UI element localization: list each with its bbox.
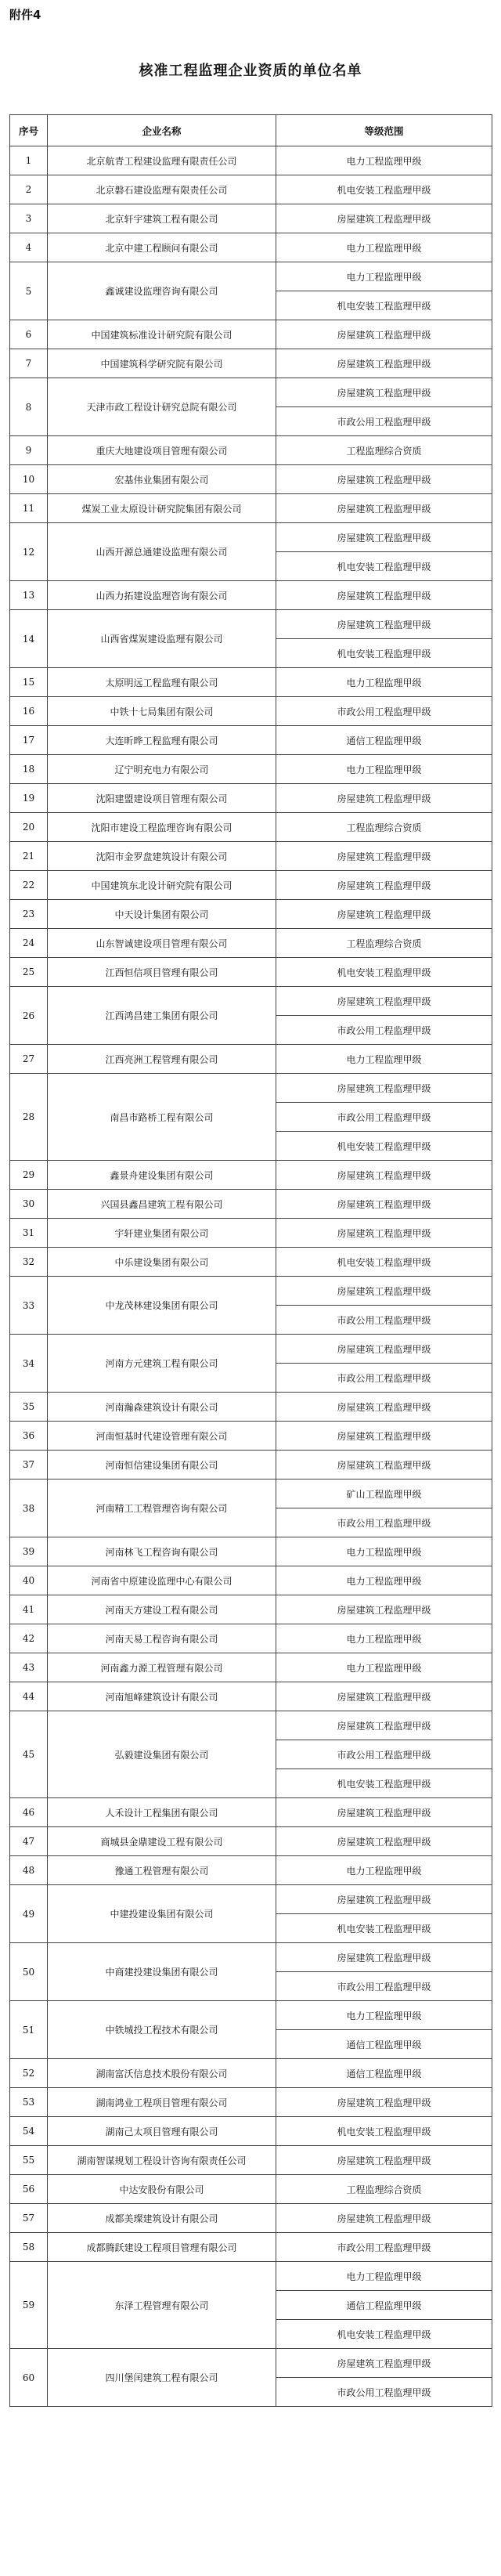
table-row — [10, 813, 492, 842]
column-header-qualification: 等级范围 — [276, 115, 492, 146]
serial-number-cell: 45 — [10, 1711, 48, 1798]
qualification-cell: 机电安装工程监理甲级 — [276, 291, 492, 320]
company-name-cell: 宏基伟业集团有限公司 — [48, 465, 276, 494]
serial-number-cell: 35 — [10, 1393, 48, 1422]
table-row — [10, 784, 492, 813]
company-name-cell: 河南林飞工程咨询有限公司 — [48, 1537, 276, 1566]
company-name-cell: 山东智诚建设项目管理有限公司 — [48, 929, 276, 958]
table-row — [10, 233, 492, 262]
table-row — [10, 958, 492, 987]
qualification-cell: 房屋建筑工程监理甲级 — [276, 1422, 492, 1451]
serial-number-cell: 32 — [10, 1248, 48, 1277]
serial-number-cell: 58 — [10, 2233, 48, 2262]
table-row — [10, 2262, 492, 2291]
table-row — [10, 1885, 492, 1914]
qualification-cell: 房屋建筑工程监理甲级 — [276, 494, 492, 523]
qualification-cell: 机电安装工程监理甲级 — [276, 1132, 492, 1161]
company-name-cell: 中商建投建设集团有限公司 — [48, 1943, 276, 2001]
qualification-cell: 工程监理综合资质 — [276, 2175, 492, 2204]
table-row — [10, 349, 492, 378]
table-row — [10, 146, 492, 175]
table-row — [10, 1074, 492, 1103]
table-row — [10, 610, 492, 639]
company-name-cell: 北京磐石建设监理有限责任公司 — [48, 175, 276, 204]
qualification-cell: 机电安装工程监理甲级 — [276, 2117, 492, 2146]
serial-number-cell: 8 — [10, 378, 48, 436]
qualification-cell: 房屋建筑工程监理甲级 — [276, 842, 492, 871]
table-row — [10, 1248, 492, 1277]
company-name-cell: 江西恒信项目管理有限公司 — [48, 958, 276, 987]
table-row — [10, 1451, 492, 1479]
serial-number-cell: 27 — [10, 1045, 48, 1074]
company-name-cell: 北京航青工程建设监理有限责任公司 — [48, 146, 276, 175]
company-name-cell: 煤炭工业太原设计研究院集团有限公司 — [48, 494, 276, 523]
table-row — [10, 175, 492, 204]
table-row — [10, 697, 492, 726]
qualification-cell: 机电安装工程监理甲级 — [276, 175, 492, 204]
company-name-cell: 中铁十七局集团有限公司 — [48, 697, 276, 726]
serial-number-cell: 12 — [10, 523, 48, 581]
serial-number-cell: 33 — [10, 1277, 48, 1335]
serial-number-cell: 44 — [10, 1682, 48, 1711]
table-row — [10, 523, 492, 552]
serial-number-cell: 34 — [10, 1335, 48, 1393]
serial-number-cell: 13 — [10, 581, 48, 610]
table-row — [10, 1711, 492, 1740]
company-name-cell: 鑫景舟建设集团有限公司 — [48, 1161, 276, 1190]
table-row — [10, 1566, 492, 1595]
serial-number-cell: 30 — [10, 1190, 48, 1219]
company-name-cell: 河南天方建设工程有限公司 — [48, 1595, 276, 1624]
qualification-cell: 市政公用工程监理甲级 — [276, 407, 492, 436]
company-name-cell: 中乐建设集团有限公司 — [48, 1248, 276, 1277]
company-name-cell: 重庆大地建设项目管理有限公司 — [48, 436, 276, 465]
company-name-cell: 四川堡闰建筑工程有限公司 — [48, 2349, 276, 2407]
table-row — [10, 871, 492, 900]
qualification-cell: 房屋建筑工程监理甲级 — [276, 349, 492, 378]
qualification-cell: 矿山工程监理甲级 — [276, 1479, 492, 1508]
qualification-cell: 电力工程监理甲级 — [276, 146, 492, 175]
qualification-cell: 房屋建筑工程监理甲级 — [276, 320, 492, 349]
company-name-cell: 南昌市路桥工程有限公司 — [48, 1074, 276, 1161]
qualification-cell: 机电安装工程监理甲级 — [276, 1769, 492, 1798]
company-name-cell: 河南方元建筑工程有限公司 — [48, 1335, 276, 1393]
serial-number-cell: 42 — [10, 1624, 48, 1653]
qualification-cell: 市政公用工程监理甲级 — [276, 1740, 492, 1769]
table-row — [10, 1219, 492, 1248]
company-name-cell: 人禾设计工程集团有限公司 — [48, 1798, 276, 1827]
company-name-cell: 辽宁明充电力有限公司 — [48, 755, 276, 784]
qualification-cell: 房屋建筑工程监理甲级 — [276, 1798, 492, 1827]
company-name-cell: 北京轩宇建筑工程有限公司 — [48, 204, 276, 233]
table-row — [10, 378, 492, 407]
serial-number-cell: 24 — [10, 929, 48, 958]
company-name-cell: 兴国县鑫昌建筑工程有限公司 — [48, 1190, 276, 1219]
company-name-cell: 北京中建工程顾问有限公司 — [48, 233, 276, 262]
table-row — [10, 1943, 492, 1972]
qualification-cell: 房屋建筑工程监理甲级 — [276, 465, 492, 494]
qualification-cell: 电力工程监理甲级 — [276, 668, 492, 697]
company-name-cell: 弘毅建设集团有限公司 — [48, 1711, 276, 1798]
serial-number-cell: 14 — [10, 610, 48, 668]
qualification-cell: 电力工程监理甲级 — [276, 1856, 492, 1885]
serial-number-cell: 48 — [10, 1856, 48, 1885]
table-row — [10, 1595, 492, 1624]
qualification-cell: 市政公用工程监理甲级 — [276, 2378, 492, 2407]
company-name-cell: 中达安股份有限公司 — [48, 2175, 276, 2204]
qualification-cell: 电力工程监理甲级 — [276, 1653, 492, 1682]
qualification-cell: 市政公用工程监理甲级 — [276, 1364, 492, 1393]
qualification-cell: 工程监理综合资质 — [276, 929, 492, 958]
serial-number-cell: 40 — [10, 1566, 48, 1595]
serial-number-cell: 21 — [10, 842, 48, 871]
table-row — [10, 1045, 492, 1074]
qualification-cell: 电力工程监理甲级 — [276, 1566, 492, 1595]
qualification-cell: 机电安装工程监理甲级 — [276, 639, 492, 668]
company-name-cell: 河南恒基时代建设管理有限公司 — [48, 1422, 276, 1451]
qualification-cell: 房屋建筑工程监理甲级 — [276, 1393, 492, 1422]
serial-number-cell: 23 — [10, 900, 48, 929]
table-row — [10, 929, 492, 958]
document-title: 核准工程监理企业资质的单位名单 — [139, 63, 362, 79]
company-name-cell: 东泽工程管理有限公司 — [48, 2262, 276, 2349]
serial-number-cell: 19 — [10, 784, 48, 813]
serial-number-cell: 1 — [10, 146, 48, 175]
serial-number-cell: 5 — [10, 262, 48, 320]
qualification-cell: 通信工程监理甲级 — [276, 2059, 492, 2088]
qualification-cell: 市政公用工程监理甲级 — [276, 1972, 492, 2001]
qualification-cell: 房屋建筑工程监理甲级 — [276, 1595, 492, 1624]
company-name-cell: 河南旭峰建筑设计有限公司 — [48, 1682, 276, 1711]
serial-number-cell: 2 — [10, 175, 48, 204]
company-name-cell: 成都腾跃建设工程项目管理有限公司 — [48, 2233, 276, 2262]
table-row — [10, 1161, 492, 1190]
qualification-cell: 市政公用工程监理甲级 — [276, 1016, 492, 1045]
qualification-cell: 房屋建筑工程监理甲级 — [276, 2349, 492, 2378]
company-name-cell: 太原明远工程监理有限公司 — [48, 668, 276, 697]
qualification-cell: 市政公用工程监理甲级 — [276, 1508, 492, 1537]
table-row — [10, 1537, 492, 1566]
qualification-cell: 电力工程监理甲级 — [276, 2262, 492, 2291]
company-name-cell: 商城县金鼎建设工程有限公司 — [48, 1827, 276, 1856]
qualification-cell: 机电安装工程监理甲级 — [276, 552, 492, 581]
qualification-cell: 房屋建筑工程监理甲级 — [276, 900, 492, 929]
company-name-cell: 河南天易工程咨询有限公司 — [48, 1624, 276, 1653]
company-name-cell: 山西省煤炭建设监理有限公司 — [48, 610, 276, 668]
column-header-serial: 序号 — [10, 115, 48, 146]
serial-number-cell: 41 — [10, 1595, 48, 1624]
attachment-label: 附件4 — [9, 8, 41, 22]
serial-number-cell: 50 — [10, 1943, 48, 2001]
table-row — [10, 494, 492, 523]
serial-number-cell: 29 — [10, 1161, 48, 1190]
qualification-cell: 工程监理综合资质 — [276, 436, 492, 465]
qualification-cell: 通信工程监理甲级 — [276, 2291, 492, 2320]
qualification-cell: 房屋建筑工程监理甲级 — [276, 2146, 492, 2175]
qualification-cell: 机电安装工程监理甲级 — [276, 1248, 492, 1277]
table-row — [10, 1422, 492, 1451]
table-row — [10, 1653, 492, 1682]
company-name-cell: 沈阳建盟建设项目管理有限公司 — [48, 784, 276, 813]
table-row — [10, 2059, 492, 2088]
table-row — [10, 262, 492, 291]
qualification-cell: 房屋建筑工程监理甲级 — [276, 987, 492, 1016]
company-name-cell: 河南省中原建设监理中心有限公司 — [48, 1566, 276, 1595]
table-row — [10, 1190, 492, 1219]
company-name-cell: 江西鸿昌建工集团有限公司 — [48, 987, 276, 1045]
table-row — [10, 2204, 492, 2233]
qualification-cell: 电力工程监理甲级 — [276, 233, 492, 262]
serial-number-cell: 16 — [10, 697, 48, 726]
qualification-cell: 市政公用工程监理甲级 — [276, 697, 492, 726]
qualification-cell: 机电安装工程监理甲级 — [276, 1914, 492, 1943]
qualification-cell: 通信工程监理甲级 — [276, 726, 492, 755]
company-name-cell: 中龙茂林建设集团有限公司 — [48, 1277, 276, 1335]
qualification-cell: 房屋建筑工程监理甲级 — [276, 1219, 492, 1248]
table-row — [10, 842, 492, 871]
table-row — [10, 2088, 492, 2117]
company-name-cell: 宇轩建业集团有限公司 — [48, 1219, 276, 1248]
table-row — [10, 204, 492, 233]
table-row — [10, 668, 492, 697]
approved-companies-table — [9, 114, 492, 2407]
company-name-cell: 山西力拓建设监理咨询有限公司 — [48, 581, 276, 610]
serial-number-cell: 59 — [10, 2262, 48, 2349]
serial-number-cell: 56 — [10, 2175, 48, 2204]
company-name-cell: 中天设计集团有限公司 — [48, 900, 276, 929]
qualification-cell: 电力工程监理甲级 — [276, 1624, 492, 1653]
serial-number-cell: 4 — [10, 233, 48, 262]
qualification-cell: 房屋建筑工程监理甲级 — [276, 1451, 492, 1479]
qualification-cell: 房屋建筑工程监理甲级 — [276, 1335, 492, 1364]
table-row — [10, 1479, 492, 1508]
company-name-cell: 湖南鸿业工程项目管理有限公司 — [48, 2088, 276, 2117]
table-row — [10, 1827, 492, 1856]
qualification-cell: 房屋建筑工程监理甲级 — [276, 784, 492, 813]
serial-number-cell: 43 — [10, 1653, 48, 1682]
qualification-cell: 房屋建筑工程监理甲级 — [276, 1943, 492, 1972]
table-row — [10, 2233, 492, 2262]
company-name-cell: 中建投建设集团有限公司 — [48, 1885, 276, 1943]
company-name-cell: 鑫诚建设监理咨询有限公司 — [48, 262, 276, 320]
serial-number-cell: 46 — [10, 1798, 48, 1827]
qualification-cell: 电力工程监理甲级 — [276, 2001, 492, 2030]
qualification-cell: 机电安装工程监理甲级 — [276, 2320, 492, 2349]
table-row — [10, 2146, 492, 2175]
serial-number-cell: 47 — [10, 1827, 48, 1856]
qualification-cell: 房屋建筑工程监理甲级 — [276, 871, 492, 900]
table-row — [10, 2001, 492, 2030]
serial-number-cell: 6 — [10, 320, 48, 349]
header-row — [10, 115, 492, 146]
company-name-cell: 湖南富沃信息技术股份有限公司 — [48, 2059, 276, 2088]
qualification-cell: 房屋建筑工程监理甲级 — [276, 1682, 492, 1711]
qualification-cell: 市政公用工程监理甲级 — [276, 2233, 492, 2262]
table-row — [10, 726, 492, 755]
qualification-cell: 房屋建筑工程监理甲级 — [276, 378, 492, 407]
qualification-cell: 房屋建筑工程监理甲级 — [276, 1190, 492, 1219]
qualification-cell: 房屋建筑工程监理甲级 — [276, 2204, 492, 2233]
serial-number-cell: 31 — [10, 1219, 48, 1248]
qualification-cell: 房屋建筑工程监理甲级 — [276, 1711, 492, 1740]
serial-number-cell: 39 — [10, 1537, 48, 1566]
qualification-cell: 电力工程监理甲级 — [276, 262, 492, 291]
serial-number-cell: 11 — [10, 494, 48, 523]
company-name-cell: 中铁城投工程技术有限公司 — [48, 2001, 276, 2059]
company-name-cell: 中国建筑科学研究院有限公司 — [48, 349, 276, 378]
table-row — [10, 755, 492, 784]
table-row — [10, 581, 492, 610]
table-row — [10, 1682, 492, 1711]
qualification-cell: 房屋建筑工程监理甲级 — [276, 1827, 492, 1856]
qualification-cell: 房屋建筑工程监理甲级 — [276, 1074, 492, 1103]
table-row — [10, 1798, 492, 1827]
qualification-cell: 市政公用工程监理甲级 — [276, 1306, 492, 1335]
table-header — [10, 115, 492, 146]
serial-number-cell: 52 — [10, 2059, 48, 2088]
qualification-cell: 房屋建筑工程监理甲级 — [276, 1161, 492, 1190]
qualification-cell: 房屋建筑工程监理甲级 — [276, 581, 492, 610]
serial-number-cell: 37 — [10, 1451, 48, 1479]
company-name-cell: 沈阳市建设工程监理咨询有限公司 — [48, 813, 276, 842]
column-header-company: 企业名称 — [48, 115, 276, 146]
table-row — [10, 1335, 492, 1364]
serial-number-cell: 22 — [10, 871, 48, 900]
table-row — [10, 900, 492, 929]
serial-number-cell: 9 — [10, 436, 48, 465]
serial-number-cell: 36 — [10, 1422, 48, 1451]
table-row — [10, 1856, 492, 1885]
company-name-cell: 豫通工程管理有限公司 — [48, 1856, 276, 1885]
serial-number-cell: 7 — [10, 349, 48, 378]
serial-number-cell: 25 — [10, 958, 48, 987]
company-name-cell: 成都美璨建筑设计有限公司 — [48, 2204, 276, 2233]
qualification-cell: 市政公用工程监理甲级 — [276, 1103, 492, 1132]
qualification-cell: 房屋建筑工程监理甲级 — [276, 610, 492, 639]
qualification-cell: 机电安装工程监理甲级 — [276, 958, 492, 987]
table-body — [10, 146, 492, 2407]
serial-number-cell: 38 — [10, 1479, 48, 1537]
table-row — [10, 2117, 492, 2146]
company-name-cell: 天津市政工程设计研究总院有限公司 — [48, 378, 276, 436]
serial-number-cell: 17 — [10, 726, 48, 755]
qualification-cell: 电力工程监理甲级 — [276, 1045, 492, 1074]
serial-number-cell: 28 — [10, 1074, 48, 1161]
table-row — [10, 465, 492, 494]
serial-number-cell: 53 — [10, 2088, 48, 2117]
table-row — [10, 1624, 492, 1653]
qualification-cell: 工程监理综合资质 — [276, 813, 492, 842]
serial-number-cell: 3 — [10, 204, 48, 233]
serial-number-cell: 15 — [10, 668, 48, 697]
company-name-cell: 河南恒信建设集团有限公司 — [48, 1451, 276, 1479]
table-row — [10, 1277, 492, 1306]
serial-number-cell: 49 — [10, 1885, 48, 1943]
serial-number-cell: 57 — [10, 2204, 48, 2233]
qualification-cell: 电力工程监理甲级 — [276, 1537, 492, 1566]
qualification-cell: 房屋建筑工程监理甲级 — [276, 523, 492, 552]
qualification-cell: 通信工程监理甲级 — [276, 2030, 492, 2059]
company-name-cell: 湖南己太项目管理有限公司 — [48, 2117, 276, 2146]
table-row — [10, 320, 492, 349]
serial-number-cell: 18 — [10, 755, 48, 784]
company-name-cell: 沈阳市金罗盘建筑设计有限公司 — [48, 842, 276, 871]
qualification-cell: 电力工程监理甲级 — [276, 755, 492, 784]
table-row — [10, 2175, 492, 2204]
table-row — [10, 436, 492, 465]
serial-number-cell: 55 — [10, 2146, 48, 2175]
company-name-cell: 湖南智谋规划工程设计咨询有限责任公司 — [48, 2146, 276, 2175]
table-row — [10, 1393, 492, 1422]
serial-number-cell: 20 — [10, 813, 48, 842]
table-row — [10, 987, 492, 1016]
company-name-cell: 河南精工工程管理咨询有限公司 — [48, 1479, 276, 1537]
company-name-cell: 中国建筑标准设计研究院有限公司 — [48, 320, 276, 349]
company-name-cell: 中国建筑东北设计研究院有限公司 — [48, 871, 276, 900]
qualification-cell: 房屋建筑工程监理甲级 — [276, 1277, 492, 1306]
company-name-cell: 江西亮洲工程管理有限公司 — [48, 1045, 276, 1074]
table-row — [10, 2349, 492, 2378]
company-name-cell: 河南鑫力源工程管理有限公司 — [48, 1653, 276, 1682]
serial-number-cell: 51 — [10, 2001, 48, 2059]
serial-number-cell: 26 — [10, 987, 48, 1045]
qualification-cell: 房屋建筑工程监理甲级 — [276, 204, 492, 233]
serial-number-cell: 54 — [10, 2117, 48, 2146]
qualification-cell: 房屋建筑工程监理甲级 — [276, 2088, 492, 2117]
company-name-cell: 大连昕晔工程监理有限公司 — [48, 726, 276, 755]
serial-number-cell: 10 — [10, 465, 48, 494]
serial-number-cell: 60 — [10, 2349, 48, 2407]
company-name-cell: 山西开源总通建设监理有限公司 — [48, 523, 276, 581]
qualification-cell: 房屋建筑工程监理甲级 — [276, 1885, 492, 1914]
company-name-cell: 河南瀚森建筑设计有限公司 — [48, 1393, 276, 1422]
